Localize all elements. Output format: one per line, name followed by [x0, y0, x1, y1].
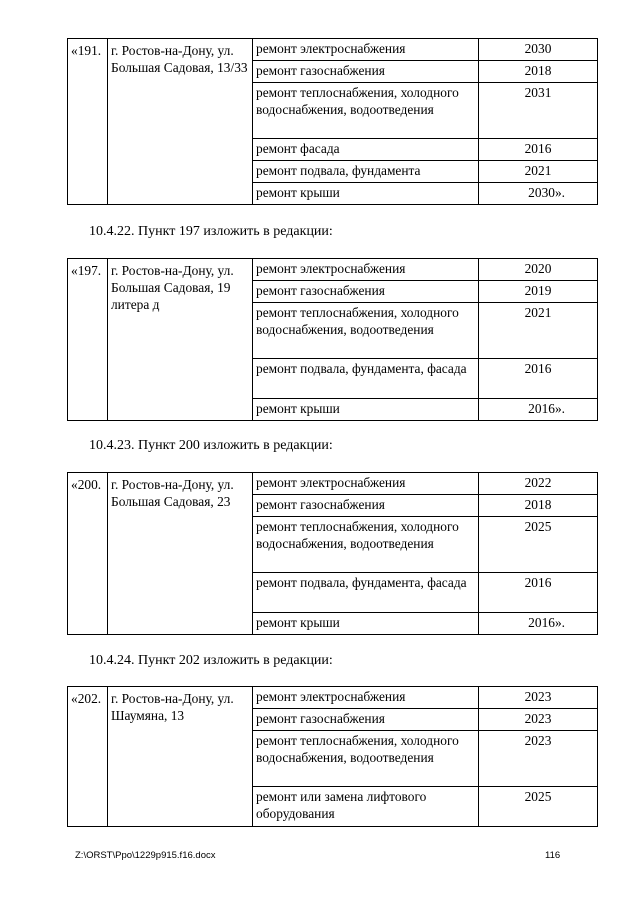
year-cell: 2016». [479, 399, 598, 421]
year-cell: 2031 [479, 83, 598, 139]
work-cell: ремонт подвала, фундамента, фасада [253, 573, 479, 613]
work-cell: ремонт крыши [253, 613, 479, 635]
table-item-197 [67, 258, 598, 421]
work-cell: ремонт подвала, фундамента, фасада [253, 359, 479, 399]
year-cell: 2023 [479, 687, 598, 709]
work-cell: ремонт газоснабжения [253, 495, 479, 517]
work-cell: ремонт электроснабжения [253, 687, 479, 709]
section-heading: 10.4.23. Пункт 200 изложить в редакции: [89, 438, 333, 453]
work-cell: ремонт подвала, фундамента [253, 161, 479, 183]
section-heading: 10.4.24. Пункт 202 изложить в редакции: [89, 653, 333, 668]
work-cell: ремонт крыши [253, 183, 479, 205]
year-cell: 2022 [479, 473, 598, 495]
work-cell: ремонт теплоснабжения, холодного водоснабжения, водоотведения [253, 83, 479, 139]
work-cell: ремонт газоснабжения [253, 281, 479, 303]
year-cell: 2018 [479, 61, 598, 83]
year-cell: 2030 [479, 39, 598, 61]
item-address: г. Ростов-на-Дону, ул. Шаумяна, 13 [108, 687, 253, 827]
item-address: г. Ростов-на-Дону, ул. Большая Садовая, 13/33 [108, 39, 253, 205]
table-item-202 [67, 686, 598, 827]
year-cell: 2016 [479, 359, 598, 399]
work-cell: ремонт газоснабжения [253, 709, 479, 731]
table-item-191 [67, 38, 598, 205]
footer-file-path: Z:\ORST\Ppo\1229p915.f16.docx [75, 850, 216, 861]
work-cell: ремонт электроснабжения [253, 39, 479, 61]
year-cell: 2021 [479, 303, 598, 359]
year-cell: 2023 [479, 709, 598, 731]
item-number: «200. [68, 473, 108, 635]
work-cell: ремонт газоснабжения [253, 61, 479, 83]
work-cell: ремонт крыши [253, 399, 479, 421]
year-cell: 2016 [479, 139, 598, 161]
work-cell: ремонт или замена лифтового оборудования [253, 787, 479, 827]
item-address: г. Ростов-на-Дону, ул. Большая Садовая, 19 литера д [108, 259, 253, 421]
year-cell: 2025 [479, 787, 598, 827]
year-cell: 2021 [479, 161, 598, 183]
work-cell: ремонт электроснабжения [253, 259, 479, 281]
year-cell: 2016». [479, 613, 598, 635]
year-cell: 2025 [479, 517, 598, 573]
item-number: «197. [68, 259, 108, 421]
page-number: 116 [545, 850, 561, 861]
item-number: «191. [68, 39, 108, 205]
work-cell: ремонт фасада [253, 139, 479, 161]
year-cell: 2020 [479, 259, 598, 281]
work-cell: ремонт теплоснабжения, холодного водоснабжения, водоотведения [253, 303, 479, 359]
year-cell: 2018 [479, 495, 598, 517]
table-item-200 [67, 472, 598, 635]
section-heading: 10.4.22. Пункт 197 изложить в редакции: [89, 224, 333, 239]
year-cell: 2019 [479, 281, 598, 303]
year-cell: 2016 [479, 573, 598, 613]
year-cell: 2030». [479, 183, 598, 205]
work-cell: ремонт теплоснабжения, холодного водоснабжения, водоотведения [253, 517, 479, 573]
item-address: г. Ростов-на-Дону, ул. Большая Садовая, 23 [108, 473, 253, 635]
work-cell: ремонт теплоснабжения, холодного водоснабжения, водоотведения [253, 731, 479, 787]
work-cell: ремонт электроснабжения [253, 473, 479, 495]
year-cell: 2023 [479, 731, 598, 787]
item-number: «202. [68, 687, 108, 827]
